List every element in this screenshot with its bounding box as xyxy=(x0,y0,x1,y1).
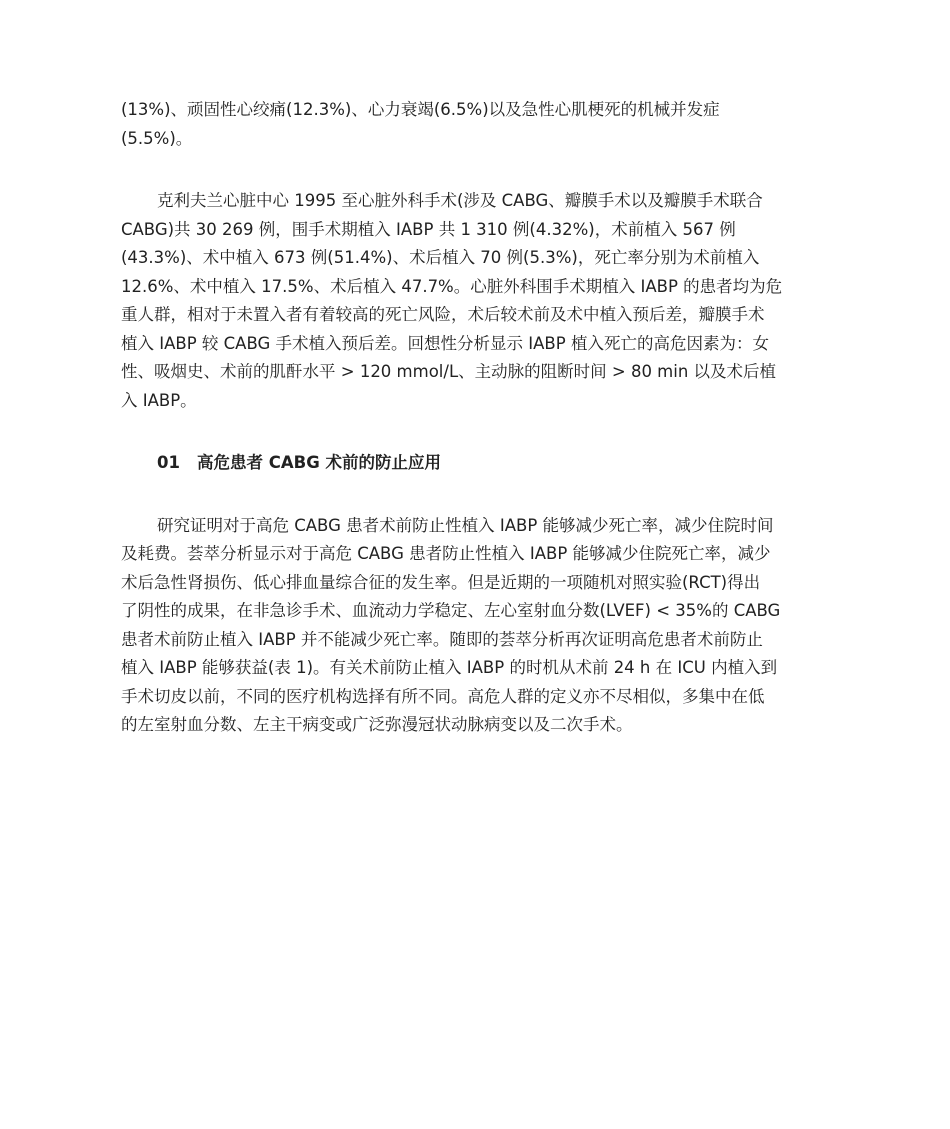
text-line: (5.5%)。 xyxy=(121,128,193,148)
text-line: 术后急性肾损伤、低心排血量综合征的发生率。但是近期的一项随机对照实验(RCT)得出 xyxy=(121,572,761,592)
text-line: 重人群，相对于未置入者有着较高的死亡风险，术后较术前及术中植入预后差，瓣膜手术 xyxy=(121,305,765,324)
section-number: 01 xyxy=(157,453,180,472)
text-line: 患者术前防止植入 IABP 并不能减少死亡率。随即的荟萃分析再次证明高危患者术前防止 xyxy=(121,629,763,649)
text-line: 性、吸烟史、术前的肌酐水平 > 120 mmol/L、主动脉的阻断时间 > 80 min 以及术后植 xyxy=(121,362,777,381)
paragraph-high-risk-cabg xyxy=(121,512,833,740)
text-line: 入 IABP。 xyxy=(121,390,197,410)
text-line: 及耗费。荟萃分析显示对于高危 CABG 患者防止性植入 IABP 能够减少住院死亡率，减少 xyxy=(121,544,771,563)
text-line: (43.3%)、术中植入 673 例(51.4%)、术后植入 70 例(5.3%)，死亡率分别为术前植入 xyxy=(121,248,760,267)
text-line: 的左室射血分数、左主干病变或广泛弥漫冠状动脉病变以及二次手术。 xyxy=(121,715,633,734)
text-line: CABG)共 30 269 例，围手术期植入 IABP 共 1 310 例(4.32%)，术前植入 567 例 xyxy=(121,219,736,239)
section-heading xyxy=(121,449,833,478)
document-page xyxy=(121,96,833,740)
text-line: 了阴性的成果，在非急诊手术、血流动力学稳定、左心室射血分数(LVEF) < 35%的 CABG xyxy=(121,601,781,620)
paragraph-cleveland-study xyxy=(121,187,833,415)
text-line: 手术切皮以前，不同的医疗机构选择有所不同。高危人群的定义亦不尽相似，多集中在低 xyxy=(121,686,765,706)
text-line: 克利夫兰心脏中心 1995 至心脏外科手术(涉及 CABG、瓣膜手术以及瓣膜手术联合 xyxy=(157,191,763,210)
text-line: (13%)、顽固性心绞痛(12.3%)、心力衰竭(6.5%)以及急性心肌梗死的机械并发症 xyxy=(121,100,720,119)
paragraph-continuation xyxy=(121,96,833,153)
text-line: 研究证明对于高危 CABG 患者术前防止性植入 IABP 能够减少死亡率，减少住院时间 xyxy=(157,515,774,535)
text-line: 12.6%、术中植入 17.5%、术后植入 47.7%。心脏外科围手术期植入 IABP 的患者均为危 xyxy=(121,276,783,296)
text-line: 植入 IABP 较 CABG 手术植入预后差。回想性分析显示 IABP 植入死亡的高危因素为：女 xyxy=(121,333,769,353)
section-title: 高危患者 CABG 术前的防止应用 xyxy=(197,453,441,472)
text-line: 植入 IABP 能够获益(表 1)。有关术前防止植入 IABP 的时机从术前 24 h 在 ICU 内植入到 xyxy=(121,658,778,677)
